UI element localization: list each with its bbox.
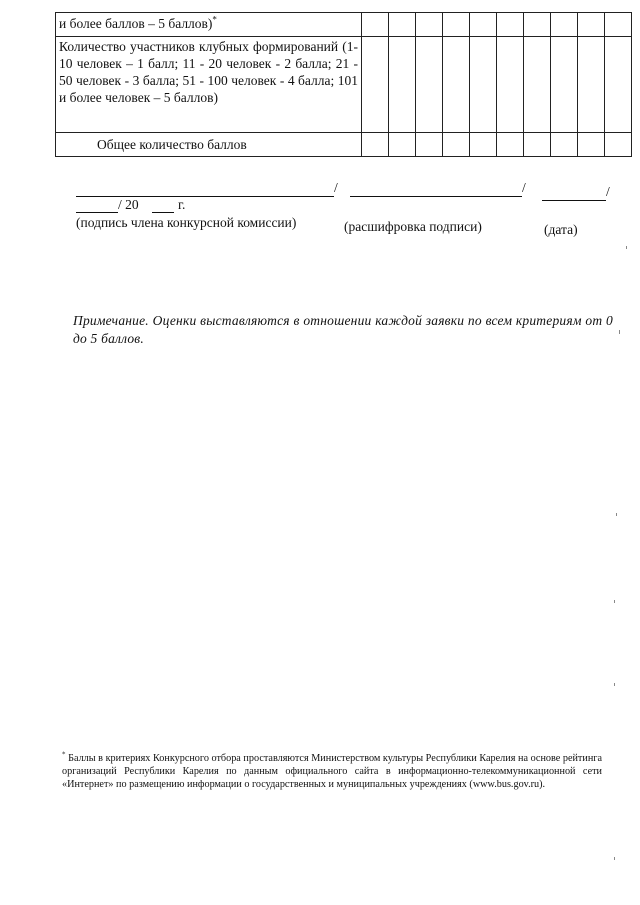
score-cell xyxy=(389,37,416,133)
score-cell xyxy=(470,133,497,157)
scan-speck xyxy=(616,513,617,516)
score-cell xyxy=(443,13,470,37)
criterion-text: и более баллов – 5 баллов) xyxy=(59,16,213,31)
date-slash: / xyxy=(606,184,610,199)
score-cell xyxy=(416,133,443,157)
total-label-cell xyxy=(56,133,362,157)
score-cell xyxy=(578,13,605,37)
note-paragraph: Примечание. Оценки выставляются в отношении каждой заявки по всем критериям от 0 до 5 баллов. xyxy=(73,313,613,346)
criterion-cell xyxy=(56,37,362,133)
score-cell xyxy=(605,133,632,157)
footnote-mark: * xyxy=(212,14,217,25)
score-cell xyxy=(416,13,443,37)
year-prefix: / 20 xyxy=(118,197,139,212)
score-cell xyxy=(524,37,551,133)
year-suffix: г. xyxy=(178,197,186,212)
score-cell xyxy=(605,37,632,133)
name-slash: / xyxy=(522,180,526,195)
score-cell xyxy=(443,133,470,157)
score-cell xyxy=(524,13,551,37)
score-cell xyxy=(497,13,524,37)
score-cell xyxy=(416,37,443,133)
footnote-mark: * xyxy=(62,750,66,759)
scan-speck xyxy=(619,330,620,334)
scan-speck xyxy=(614,857,615,860)
signature-caption: (подпись члена конкурсной комиссии) xyxy=(76,215,297,230)
score-cell xyxy=(470,13,497,37)
criterion-text: Количество участников клубных формирований (1- 10 человек – 1 балл; 11 - 20 человек - 2 балла; 21 - 50 человек - 3 балла; 51 - 100 человек - 4 балла; 101 и более человек – 5 баллов) xyxy=(59,39,358,105)
score-cell xyxy=(551,37,578,133)
signature-line xyxy=(76,196,334,197)
total-score-label: Общее количество баллов xyxy=(97,137,247,152)
criterion-cell xyxy=(56,13,362,37)
score-cell xyxy=(551,13,578,37)
score-cell xyxy=(605,13,632,37)
year-line xyxy=(152,212,174,213)
name-line xyxy=(350,196,522,197)
scan-speck xyxy=(614,683,615,686)
scan-speck xyxy=(626,246,627,249)
date-caption: (дата) xyxy=(544,222,578,237)
score-cell xyxy=(362,13,389,37)
score-cell xyxy=(578,133,605,157)
score-cell xyxy=(470,37,497,133)
day-line xyxy=(76,212,118,213)
score-cell xyxy=(551,133,578,157)
decode-caption: (расшифровка подписи) xyxy=(344,219,482,234)
signature-slash: / xyxy=(334,180,338,195)
score-cell xyxy=(497,133,524,157)
score-cell xyxy=(497,37,524,133)
score-cell xyxy=(389,13,416,37)
score-cell xyxy=(389,133,416,157)
score-cell xyxy=(524,133,551,157)
table-row xyxy=(56,13,632,37)
date-line xyxy=(542,200,606,201)
scan-speck xyxy=(614,600,615,603)
criteria-score-table xyxy=(55,12,632,157)
table-row xyxy=(56,37,632,133)
footnote xyxy=(62,752,602,791)
score-cell xyxy=(578,37,605,133)
score-cell xyxy=(443,37,470,133)
score-cell xyxy=(362,133,389,157)
score-cell xyxy=(362,37,389,133)
footnote-text: Баллы в критериях Конкурсного отбора проставляются Министерством культуры Республики Карелия на основе рейтинга организаций Республики Карелия по данным официального сайта в информационно-телекоммуникационной сети «Интернет» по размещению информации о государственных и муниципальных учреждениях (www.bus.gov.ru). xyxy=(62,753,602,790)
table-row xyxy=(56,133,632,157)
